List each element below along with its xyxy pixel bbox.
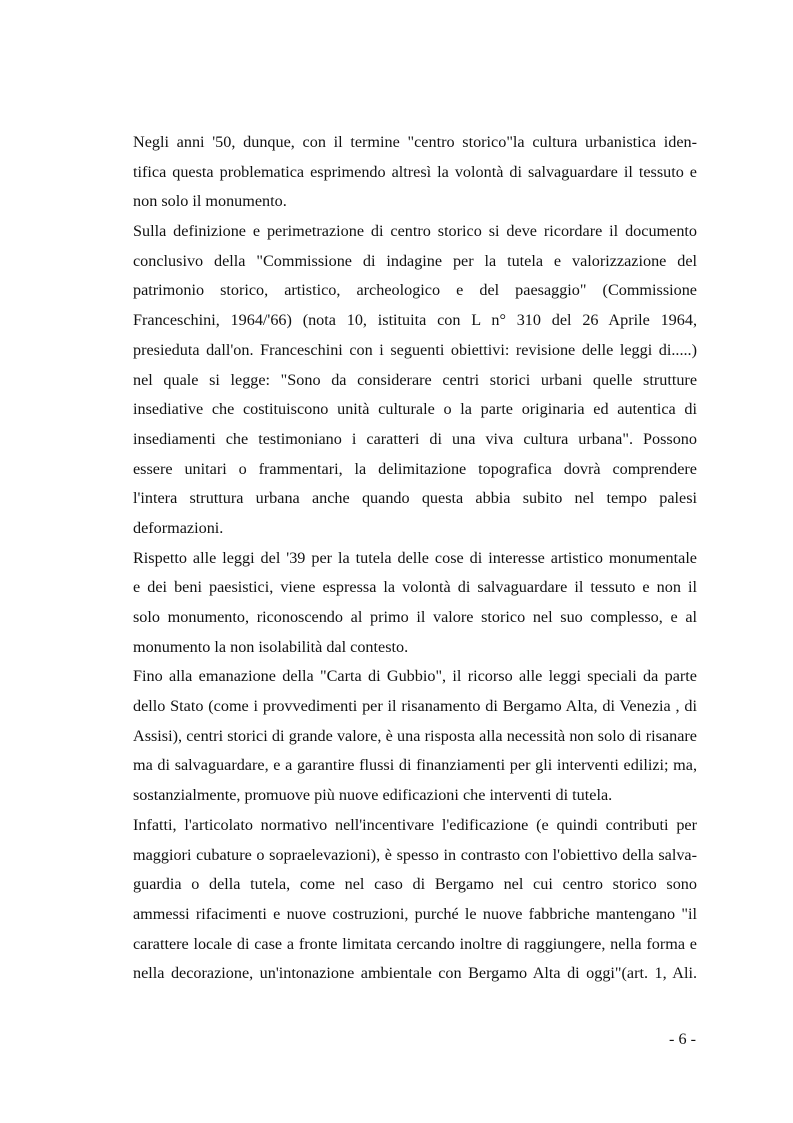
text-line: dello Stato (come i provvedimenti per il risanamento di Bergamo Alta, di Venezia , di xyxy=(133,697,697,716)
text-line: ma di salvaguardare, e a garantire flussi di finanziamenti per gli interventi edilizi; ma, xyxy=(133,756,697,775)
text-line: monumento la non isolabilità dal contesto. xyxy=(133,637,409,656)
text-line: nella decorazione, un'intonazione ambientale con Bergamo Alta di oggi"(art. 1, Ali. xyxy=(133,964,697,983)
text-line: ammessi rifacimenti e nuove costruzioni, purché le nuove fabbriche mantengano "il xyxy=(133,904,697,923)
text-line: l'intera struttura urbana anche quando questa abbia subito nel tempo palesi xyxy=(133,489,697,508)
text-line: carattere locale di case a fronte limitata cercando inoltre di raggiungere, nella forma e xyxy=(133,934,697,953)
text-line: Negli anni '50, dunque, con il termine "centro storico"la cultura urbanistica iden- xyxy=(133,133,697,151)
body-text xyxy=(133,128,697,989)
text-line: non solo il monumento. xyxy=(133,192,287,211)
page-number: - 6 - xyxy=(669,1030,696,1048)
text-line: maggiori cubature o sopraelevazioni), è spesso in contrasto con l'obiettivo della salva- xyxy=(133,845,697,864)
text-line: tifica questa problematica esprimendo altresì la volontà di salvaguardare il tessuto e xyxy=(133,162,697,181)
text-line: insediative che costituiscono unità culturale o la parte originaria ed autentica di xyxy=(133,400,697,419)
text-line: Franceschini, 1964/'66) (nota 10, istituita con L n° 310 del 26 Aprile 1964, xyxy=(133,311,697,330)
text-line: nel quale si legge: "Sono da considerare centri storici urbani quelle strutture xyxy=(133,370,697,389)
text-line: deformazioni. xyxy=(133,518,224,537)
text-line: Rispetto alle leggi del '39 per la tutela delle cose di interesse artistico monumentale xyxy=(133,548,697,567)
text-line: sostanzialmente, promuove più nuove edificazioni che interventi di tutela. xyxy=(133,786,613,805)
text-line: patrimonio storico, artistico, archeologico e del paesaggio" (Commissione xyxy=(133,281,697,300)
text-line: Sulla definizione e perimetrazione di centro storico si deve ricordare il documento xyxy=(133,222,697,241)
text-line: essere unitari o frammentari, la delimitazione topografica dovrà comprendere xyxy=(133,459,697,478)
text-line: conclusivo della "Commissione di indagine per la tutela e valorizzazione del xyxy=(133,251,697,270)
text-line: solo monumento, riconoscendo al primo il valore storico nel suo complesso, e al xyxy=(133,608,697,626)
text-line: Fino alla emanazione della "Carta di Gubbio", il ricorso alle leggi speciali da parte xyxy=(133,667,697,686)
text-line: e dei beni paesistici, viene espressa la volontà di salvaguardare il tessuto e non il xyxy=(133,578,697,597)
text-line: presieduta dall'on. Franceschini con i seguenti obiettivi: revisione delle leggi di.....) xyxy=(133,340,697,359)
text-line: Assisi), centri storici di grande valore, è una risposta alla necessità non solo di risanare xyxy=(133,726,697,745)
text-line: Infatti, l'articolato normativo nell'incentivare l'edificazione (e quindi contributi per xyxy=(133,815,697,834)
text-line: insediamenti che testimoniano i caratteri di una viva cultura urbana". Possono xyxy=(133,429,697,448)
text-line: guardia o della tutela, come nel caso di Bergamo nel cui centro storico sono xyxy=(133,875,697,894)
